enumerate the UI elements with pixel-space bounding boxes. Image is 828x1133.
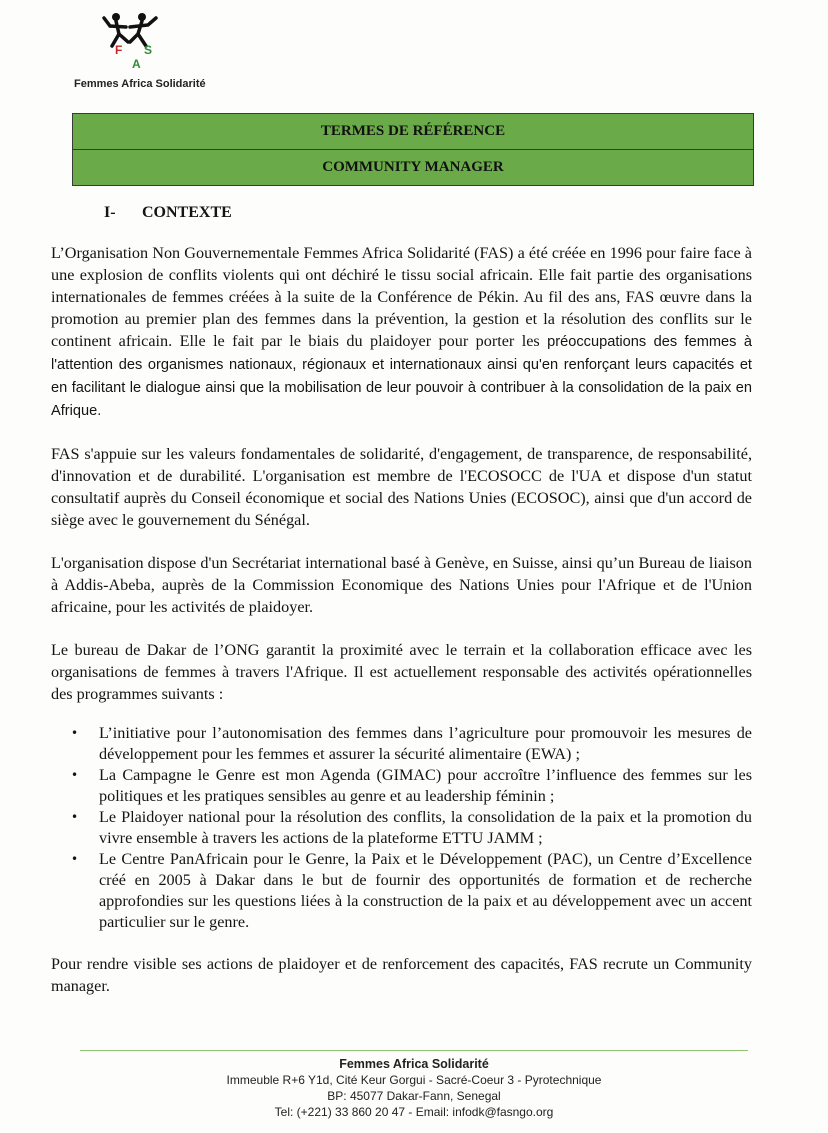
title-table	[72, 113, 754, 186]
paragraph-recruitment: Pour rendre visible ses actions de plaidoyer et de renforcement des capacités, FAS recrute un Community manager.	[51, 955, 752, 995]
paragraph-values: FAS s'appuie sur les valeurs fondamentales de solidarité, d'engagement, de transparence, de responsabilité, d'innovation et de durabilité. L'organisation est membre de l'ECOSOCC de l'UA et dispose d'un statut consultatif auprès du Conseil économique et social des Nations Unies (ECOSOC), ainsi que d'un accord de siège avec le gouvernement du Sénégal.	[51, 445, 752, 529]
list-item-text: Le Plaidoyer national pour la résolution des conflits, la consolidation de la paix et la promotion du vivre ensemble à travers les actions de la plateforme ETTU JAMM ;	[99, 808, 752, 847]
logo-letter-a: A	[132, 57, 141, 71]
programs-list	[51, 723, 752, 933]
footer-divider	[80, 1050, 748, 1051]
bullet-icon: •	[71, 768, 79, 782]
bullet-icon: •	[71, 852, 79, 866]
list-item-text: Le Centre PanAfricain pour le Genre, la Paix et le Développement (PAC), un Centre d’Excellence créé en 2005 à Dakar dans le but de fournir des opportunités de formation et de recherche approfondies sur les questions liées à la construction de la paix et au développement avec un accent particulier sur le genre.	[99, 850, 752, 931]
list-item-text: L’initiative pour l’autonomisation des femmes dans l’agriculture pour promouvoir les mesures de développement pour les femmes et assurer la sécurité alimentaire (EWA) ;	[99, 724, 752, 763]
list-item	[71, 765, 752, 807]
logo-letter-s: S	[144, 43, 153, 57]
list-item	[71, 849, 752, 933]
footer	[0, 1056, 828, 1120]
section-heading	[104, 204, 232, 222]
section-number: I-	[104, 204, 116, 221]
footer-org-name: Femmes Africa Solidarité	[339, 1057, 489, 1071]
list-item	[71, 723, 752, 765]
logo-letter-f: F	[115, 43, 123, 57]
list-item-text: La Campagne le Genre est mon Agenda (GIMAC) pour accroître l’influence des femmes sur les politiques et les pratiques sensibles au genre et au leadership féminin ;	[99, 766, 752, 805]
paragraph-intro-part2: préoccupations des femmes à l'attention des organismes nationaux, régionaux et internationaux ainsi qu'en renforçant leurs capacités et en facilitant le dialogue ainsi que la mobilisation de leur pouvoir à contribuer à la consolidation de la paix en Afrique.	[51, 334, 753, 419]
document-body	[51, 242, 752, 1018]
paragraph-dakar-office: Le bureau de Dakar de l’ONG garantit la proximité avec le terrain et la collaboration efficace avec les organisations de femmes à travers l'Afrique. Il est actuellement responsable des activités opérationnelles des programmes suivants :	[51, 641, 752, 703]
footer-address: Immeuble R+6 Y1d, Cité Keur Gorgui - Sacré-Coeur 3 - Pyrotechnique	[226, 1073, 602, 1087]
paragraph-offices: L'organisation dispose d'un Secrétariat international basé à Genève, en Suisse, ainsi qu’un Bureau de liaison à Addis-Abeba, auprès de la Commission Economique des Nations Unies pour l'Afrique et de l'Union africaine, pour les activités de plaidoyer.	[51, 554, 752, 616]
section-title: CONTEXTE	[142, 204, 232, 221]
dancing-figures-icon	[100, 12, 162, 76]
bullet-icon: •	[71, 726, 79, 740]
footer-postal-box: BP: 45077 Dakar-Fann, Senegal	[327, 1089, 501, 1103]
bullet-icon: •	[71, 810, 79, 824]
fas-logo	[74, 12, 204, 92]
list-item	[71, 807, 752, 849]
paragraph-intro	[51, 242, 752, 422]
title-row-terms: TERMES DE RÉFÉRENCE	[73, 114, 753, 150]
footer-contact: Tel: (+221) 33 860 20 47 - Email: infodk@fasngo.org	[274, 1105, 554, 1119]
logo-text: Femmes Africa Solidarité	[74, 78, 206, 90]
title-row-role: COMMUNITY MANAGER	[322, 159, 504, 175]
paragraph-intro-part1: L’Organisation Non Gouvernementale Femmes Africa Solidarité (FAS) a été créée en 1996 pour faire face à une explosion de conflits violents qui ont déchiré le tissu social africain. Elle fait partie des organisations internationales de femmes créées à la suite de la Conférence de Pékin. Au fil des ans, FAS œuvre dans la promotion au premier plan des femmes dans la prévention, la gestion et la résolution des conflits sur le continent africain. Elle le fait par le biais du plaidoyer pour porter les	[51, 244, 752, 350]
